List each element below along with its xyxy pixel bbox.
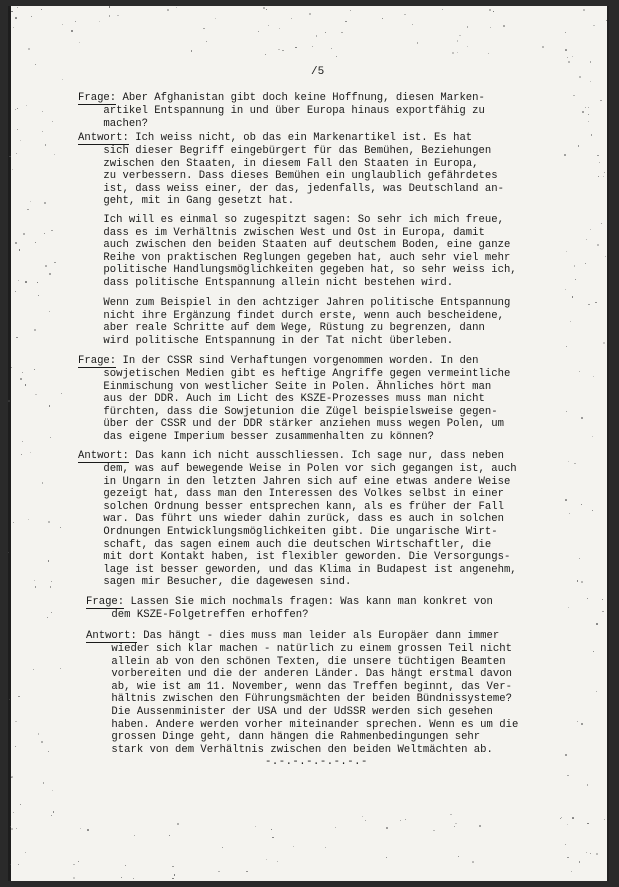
text-line: Reihe von praktischen Reglungen gegeben hat, auch sehr viel mehr	[78, 251, 511, 264]
scan-speck	[15, 17, 17, 19]
scan-speck	[15, 242, 17, 244]
text-line: das eigene Imperium besser zusammenhalten zu können?	[78, 430, 435, 443]
scan-speck	[79, 42, 81, 44]
text-line: Das kann ich nicht ausschliessen. Ich sage nur, dass neben	[128, 450, 504, 462]
speaker-label: Frage:	[78, 355, 117, 367]
scan-speck	[598, 176, 599, 177]
scan-speck	[593, 651, 594, 652]
scan-speck	[488, 53, 489, 54]
scan-speck	[590, 81, 591, 82]
scan-speck	[603, 176, 604, 177]
scan-speck	[18, 864, 19, 865]
text-line: Ich weiss nicht, ob das ein Markenartikel ist. Es hat	[128, 132, 473, 144]
scan-speck	[335, 827, 336, 828]
scan-speck	[176, 7, 177, 8]
text-line: lage ist besser geworden, und das Klima in Budapest ist angenehm,	[78, 563, 517, 576]
scan-speck	[312, 46, 313, 47]
scan-speck	[542, 46, 544, 48]
scan-speck	[61, 393, 62, 394]
scan-speck	[503, 25, 505, 27]
scan-speck	[362, 816, 363, 817]
scan-speck	[71, 30, 73, 32]
text-line: gezeigt hat, dass man den Interessen des Volkes selbst in einer	[78, 488, 504, 501]
scan-speck	[246, 871, 248, 873]
scan-speck	[592, 436, 593, 437]
text-line: In der CSSR sind Verhaftungen vorgenommen worden. In den	[116, 355, 479, 367]
scan-speck	[222, 847, 223, 848]
scan-speck	[23, 233, 25, 235]
scan-speck	[467, 26, 468, 27]
question-block	[86, 596, 493, 622]
speaker-label: Antwort:	[78, 132, 129, 144]
scan-speck	[564, 154, 566, 156]
scan-speck	[99, 21, 100, 22]
scan-speck	[282, 50, 283, 51]
scan-speck	[596, 623, 598, 625]
scan-speck	[34, 329, 35, 330]
text-line: Wenn zum Beispiel in den achtziger Jahren politische Entspannung	[78, 297, 511, 309]
scan-speck	[572, 56, 573, 57]
scan-speck	[600, 100, 601, 101]
scan-speck	[489, 9, 490, 10]
scan-speck	[579, 76, 581, 78]
scan-speck	[350, 10, 351, 11]
answer-block	[78, 132, 504, 208]
scan-speck	[49, 311, 50, 312]
answer-block	[78, 450, 517, 589]
scan-speck	[279, 28, 280, 29]
text-line: wieder sich klar machen - natürlich zu einem grossen Teil nicht	[86, 643, 512, 655]
scan-speck	[35, 394, 36, 395]
scan-speck	[54, 154, 55, 155]
text-line: Einmischung von westlicher Seite in Polen. Ähnliches hört man	[78, 380, 492, 393]
text-line: solchen Ordnung besser entsprechen kann, als es früher der Fall	[78, 500, 504, 513]
document-page	[8, 6, 609, 881]
text-line: sagen mir Besucher, die dagewesen sind.	[78, 576, 352, 589]
scan-speck	[582, 111, 584, 113]
scan-speck	[41, 9, 42, 10]
text-line: fürchten, dass die Sowjetunion die Zügel beispielsweise gegen-	[78, 405, 498, 418]
scan-speck	[11, 776, 13, 778]
text-line: haben. Andere werden vorher miteinander sprechen. Wenn es um die	[86, 718, 519, 731]
scan-speck	[490, 27, 491, 28]
speaker-label: Antwort:	[86, 630, 137, 642]
text-line: dem, was auf bewegende Weise in Polen vor sich gegangen ist, auch	[78, 463, 517, 475]
scan-speck	[73, 877, 75, 879]
scan-speck	[49, 273, 51, 275]
scan-speck	[587, 598, 588, 599]
scan-speck	[169, 835, 170, 836]
scan-speck	[596, 691, 597, 692]
scan-speck	[268, 25, 269, 26]
text-line: Aber Afghanistan gibt doch keine Hoffnung, diesen Marken-	[116, 92, 485, 104]
text-line: grossen Dinge geht, dann hängen die Rahmenbedingungen sehr	[86, 731, 481, 744]
text-line: Ordnungen Entwicklungsmöglichkeiten gibt. Die ungarische Wirt-	[78, 525, 498, 538]
end-separator: -.-.-.-.-.-.-.-	[265, 756, 368, 768]
text-line: dem KSZE-Folgetreffen erhoffen?	[86, 609, 309, 621]
scan-speck	[15, 721, 17, 723]
text-line: zwischen den Staaten, in diesem Fall den Staaten in Europa,	[78, 157, 479, 170]
text-line: aus der DDR. Auch im Licht des KSZE-Prozesses muss man nicht	[78, 393, 485, 406]
scan-speck	[49, 405, 50, 406]
scan-speck	[565, 844, 566, 845]
scan-speck	[325, 32, 326, 33]
scan-speck	[121, 877, 122, 878]
scan-speck	[87, 829, 89, 831]
scan-speck	[565, 49, 567, 51]
scan-speck	[442, 9, 443, 10]
scan-speck	[605, 256, 606, 257]
text-line: Das hängt - dies muss man leider als Europäer dann immer	[136, 630, 500, 642]
scan-speck	[75, 21, 76, 22]
text-line: auch zwischen den beiden Staaten auf deutschem Boden, eine ganze	[78, 239, 511, 252]
text-line: zu verbessern. Dass dieses Bemühen ein unglaublich gefährdetes	[78, 170, 498, 183]
scan-speck	[48, 751, 49, 752]
scan-speck	[565, 499, 567, 501]
text-line: schaft, das sagen einem auch die deutschen Wirtschaftler, die	[78, 538, 492, 551]
scan-speck	[493, 11, 494, 12]
text-line: stark von dem Verhältnis zwischen den beiden Weltmächten ab.	[86, 743, 493, 756]
speaker-label: Frage:	[78, 92, 117, 104]
text-line: sowjetischen Medien gibt es heftige Angriffe gegen vermeintliche	[78, 368, 511, 380]
scan-speck	[44, 233, 45, 234]
text-line: über der CSSR und der DDR stärker anziehen muss wegen Polen, um	[78, 418, 504, 431]
scan-speck	[28, 519, 29, 520]
scan-speck	[579, 558, 580, 559]
scan-speck	[44, 202, 46, 204]
scan-speck	[585, 263, 586, 264]
scan-speck	[433, 830, 434, 831]
text-line: Die Aussenminister der USA und der UdSSR werden sich gesehen	[86, 705, 493, 718]
scan-speck	[38, 295, 39, 296]
text-line: dass politische Entspannung allein nicht bestehen wird.	[78, 276, 454, 289]
scan-speck	[12, 169, 13, 170]
text-line: vorbereiten und die der anderen Länder. Das hängt erstmal davon	[86, 668, 512, 681]
scan-speck	[177, 823, 179, 825]
scan-speck	[37, 282, 38, 283]
scan-speck	[565, 754, 567, 756]
text-line: Ich will es einmal so zugespitzt sagen: So sehr ich mich freue,	[78, 214, 504, 226]
page-number: /5	[311, 66, 325, 78]
text-line: ist, dass weiss einer, der das, jedenfalls, was Deutschland an-	[78, 182, 504, 195]
scan-speck	[51, 230, 53, 232]
scan-speck	[277, 861, 278, 862]
scan-speck	[203, 28, 204, 29]
question-block	[78, 355, 510, 444]
scan-speck	[17, 7, 18, 8]
text-line: hältnis zwischen den Führungsmächten der beiden Bündnissysteme?	[86, 693, 512, 706]
scan-speck	[42, 111, 43, 112]
scan-speck	[566, 411, 567, 412]
text-line: machen?	[78, 117, 148, 130]
scan-speck	[16, 828, 17, 829]
text-line: artikel Entspannung in und über Europa hinaus exportfähig zu	[78, 105, 485, 117]
scan-speck	[9, 156, 11, 158]
text-line: politische Handlungsmöglichkeiten gegeben hat, so sehr weiss ich,	[78, 264, 517, 277]
scan-speck	[15, 109, 16, 110]
text-line: nicht ihre Ergänzung findet durch erste, wenn auch bescheidene,	[78, 309, 504, 322]
scan-speck	[45, 265, 47, 267]
scan-speck	[17, 129, 18, 130]
scan-speck	[574, 463, 575, 464]
text-line: in Ungarn in den letzten Jahren sich auf eine etwas andere Weise	[78, 475, 511, 488]
text-line: aber reale Schritte auf dem Wege, Rüstung zu begrenzen, dann	[78, 322, 485, 335]
scan-speck	[11, 828, 13, 830]
scan-speck	[405, 819, 406, 820]
text-line: ab, wie ist am 11. November, wenn das Treffen beginnt, das Ver-	[86, 680, 512, 693]
scan-speck	[117, 15, 119, 17]
scan-speck	[133, 878, 134, 879]
scan-speck	[48, 560, 49, 561]
scan-speck	[9, 699, 10, 700]
answer-paragraph	[78, 297, 510, 347]
text-line: sich dieser Begriff eingebürgert für das Bemühen, Beziehungen	[78, 145, 492, 157]
scan-speck	[581, 723, 583, 725]
scan-speck	[293, 846, 294, 847]
text-line: mit dort Kontakt haben, ist flexibler geworden. Die Versorgungs-	[78, 551, 511, 564]
scan-speck	[62, 24, 63, 25]
scan-speck	[265, 54, 266, 55]
scan-speck	[272, 837, 273, 838]
scan-speck	[309, 13, 311, 15]
question-block	[78, 92, 485, 130]
text-line: geht, mit in Gang gesetzt hat.	[78, 195, 295, 208]
scan-speck	[386, 827, 388, 829]
scan-speck	[8, 552, 9, 553]
scan-speck	[568, 461, 569, 462]
scan-speck	[404, 14, 406, 16]
scan-speck	[336, 56, 338, 58]
text-line: wird politische Entspannung in der Tat nicht überleben.	[78, 334, 454, 347]
speaker-label: Frage:	[86, 596, 125, 608]
answer-paragraph	[78, 214, 517, 290]
scan-speck	[51, 581, 52, 582]
scan-speck	[167, 9, 169, 11]
scan-speck	[588, 107, 589, 108]
scan-speck	[20, 804, 21, 805]
scan-speck	[8, 400, 10, 402]
scan-speck	[386, 857, 387, 858]
text-line: dass es im Verhältnis zwischen West und Ost in Europa, damit	[78, 226, 485, 239]
answer-block	[86, 630, 518, 756]
scan-speck	[271, 829, 272, 830]
scan-speck	[35, 64, 36, 65]
scan-speck	[572, 817, 574, 819]
scan-speck	[567, 57, 568, 58]
scan-speck	[472, 861, 474, 863]
scan-speck	[53, 811, 54, 812]
scan-speck	[42, 131, 43, 132]
text-line: allein ab von den schönen Texten, die unsere tüchtigen Beamten	[86, 655, 506, 668]
scan-speck	[458, 856, 459, 857]
scan-speck	[10, 826, 11, 827]
text-line: Lassen Sie mich nochmals fragen: Was kann man konkret von	[124, 596, 493, 608]
scan-speck	[22, 372, 23, 373]
scan-speck	[60, 668, 61, 669]
scan-speck	[13, 812, 14, 813]
scan-speck	[479, 825, 481, 827]
scan-speck	[606, 20, 607, 21]
scan-speck	[35, 586, 36, 587]
scan-speck	[60, 527, 61, 528]
scan-speck	[33, 669, 34, 670]
speaker-label: Antwort:	[78, 450, 129, 462]
scan-speck	[134, 835, 136, 837]
scan-speck	[603, 342, 605, 344]
scan-speck	[191, 50, 193, 52]
scan-speck	[174, 874, 176, 876]
scan-speck	[34, 369, 35, 370]
scan-speck	[109, 15, 110, 16]
text-line: war. Das führt uns wieder dahin zurück, dass es auch in solchen	[78, 513, 504, 526]
document-body	[8, 6, 609, 881]
scan-speck	[581, 581, 583, 583]
scan-speck	[583, 9, 585, 11]
scan-speck	[450, 814, 452, 816]
scan-speck	[48, 521, 50, 523]
